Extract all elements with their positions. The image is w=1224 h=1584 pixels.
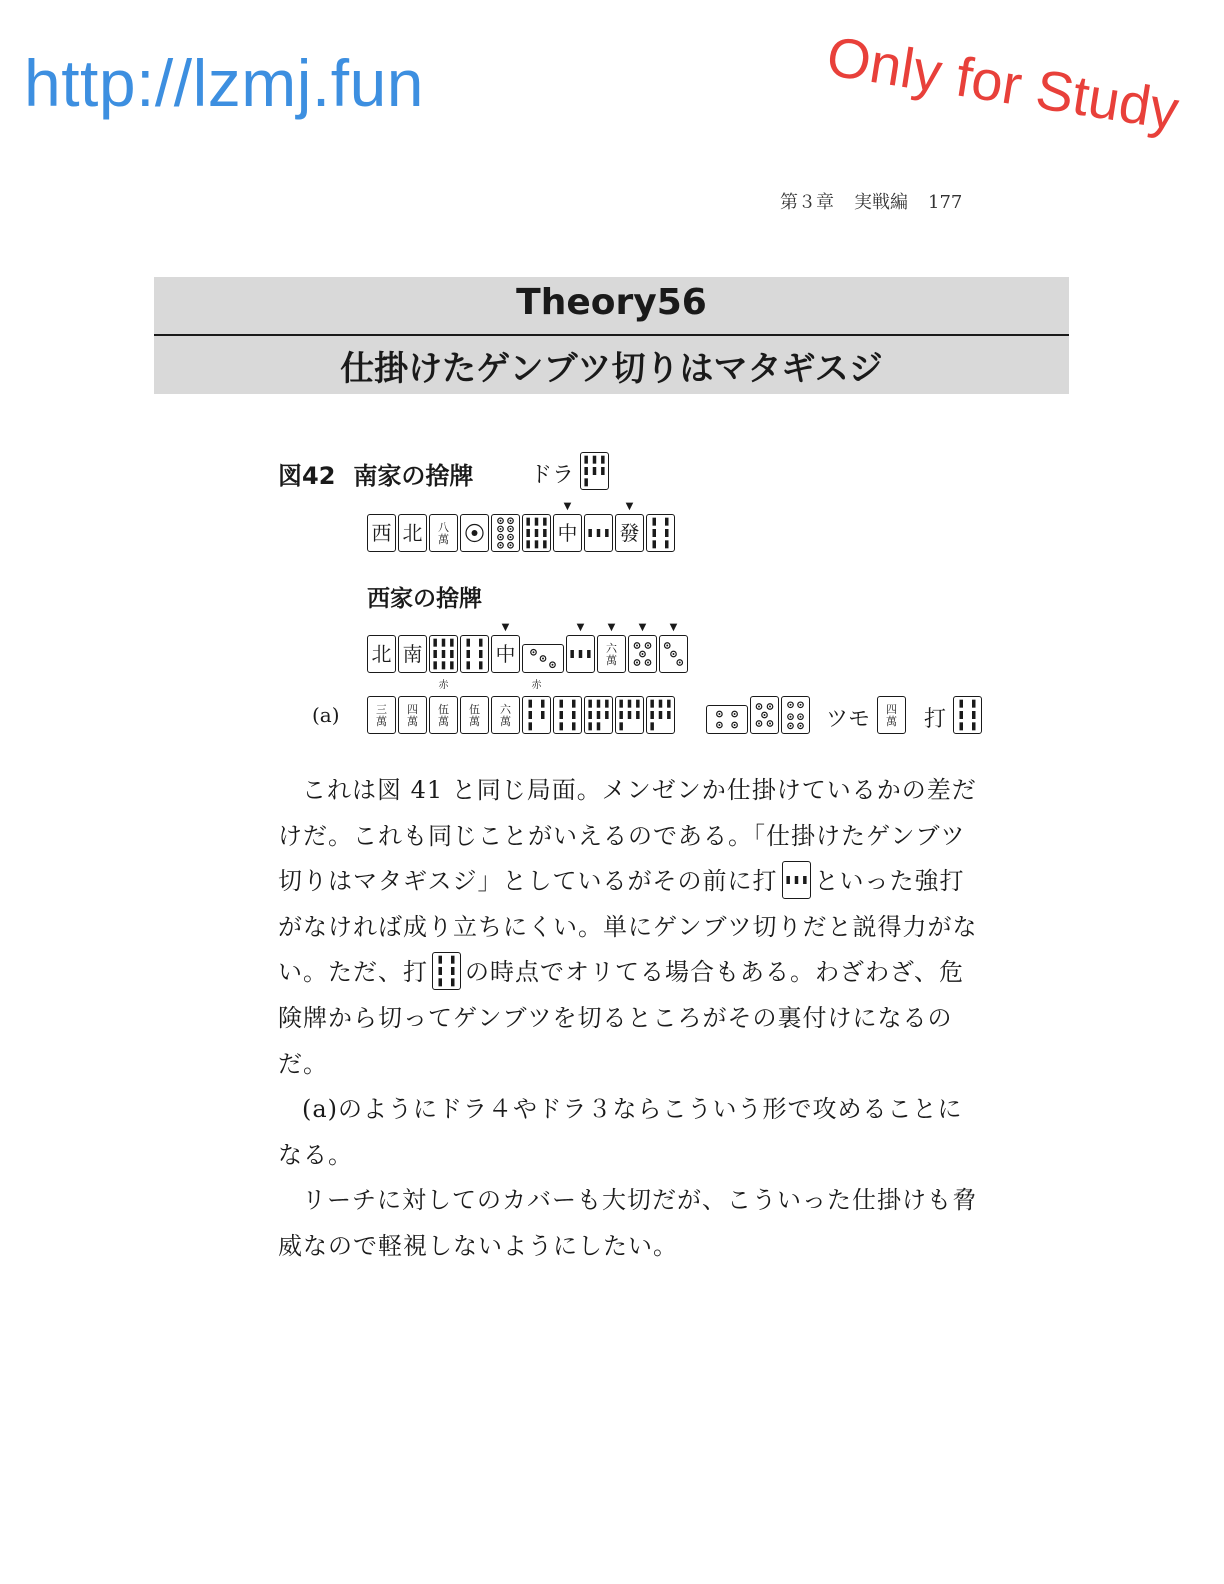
inline-sou3-tile [782, 861, 811, 899]
pin-tile [706, 705, 748, 734]
tile-number: 六 [606, 642, 617, 655]
sou-7-icon [648, 698, 673, 732]
pin-5-icon [630, 637, 655, 671]
called-marker-icon: ▼ [563, 501, 572, 512]
tile-number: 三 [376, 703, 387, 716]
dora-indicator [580, 452, 609, 490]
tile-number: 四 [886, 703, 897, 716]
tile-face: 西 [371, 521, 392, 545]
watermark-url: http://lzmj.fun [24, 46, 424, 120]
pin-tile [628, 622, 657, 673]
sou-7-icon [582, 454, 607, 488]
pin-3-icon [661, 637, 686, 671]
sou-9-icon [431, 637, 456, 671]
tile-suit: 萬 [606, 654, 617, 667]
west-discards [367, 622, 688, 673]
sou-5-icon [524, 698, 549, 732]
sou-tile [646, 696, 675, 734]
body-text [278, 768, 983, 1270]
south-discards [367, 501, 675, 552]
tile-number: 八 [438, 521, 449, 534]
man-tile [367, 696, 396, 734]
sou-7-icon [617, 698, 642, 732]
tile-number: 六 [500, 703, 511, 716]
pin-tile [659, 622, 688, 673]
red-five-mark: 赤 [531, 680, 542, 691]
called-marker-icon: ▼ [501, 622, 510, 633]
called-marker-icon: ▼ [669, 622, 678, 633]
sou-tile [460, 635, 489, 673]
sou-3-icon [784, 863, 809, 897]
sou-tile [429, 635, 458, 673]
paragraph-1-part-b: といった強打がなければ成り立ちにくい。単にゲンブツ切りだと説得力がない。ただ、打 [278, 867, 978, 987]
pin-3-icon [524, 646, 562, 671]
man-tile [491, 696, 520, 734]
honor-tile [367, 635, 396, 673]
tile-face: 中 [557, 521, 578, 545]
honor-tile [553, 501, 582, 552]
sou-tile [615, 696, 644, 734]
paragraph-1-part-a: これは図 41 と同じ局面。メンゼンか仕掛けているかの差だけだ。これも同じことがいえるのである。「仕掛けたゲンブツ切りはマタギスジ」としているがその前に打 [278, 776, 977, 896]
theory-title: 仕掛けたゲンブツ切りはマタギスジ [340, 349, 883, 389]
honor-tile [398, 514, 427, 552]
honor-tile [367, 514, 396, 552]
sou-6-icon [462, 637, 487, 671]
pin-8-icon [493, 516, 518, 550]
sou-6-icon [955, 698, 980, 732]
honor-tile [491, 622, 520, 673]
pin-tile [750, 696, 779, 734]
sou-8-icon [586, 698, 611, 732]
sou-6-icon [555, 698, 580, 732]
tile-number: 伍 [469, 703, 480, 716]
sou-tile [953, 696, 982, 734]
tile-suit: 萬 [500, 715, 511, 728]
sou-tile [553, 696, 582, 734]
discard-tile [953, 696, 982, 734]
sou-tile [522, 680, 551, 734]
pin-4-icon [708, 707, 746, 732]
paragraph-1 [278, 768, 983, 1087]
honor-tile [615, 501, 644, 552]
sou-tile [584, 514, 613, 552]
pin-tile [491, 514, 520, 552]
tile-suit: 萬 [376, 715, 387, 728]
pin-1-icon [462, 516, 487, 550]
pin-tile [781, 696, 810, 734]
man-tile [429, 680, 458, 734]
chapter-label: 第３章 [780, 192, 834, 213]
tile-face: 南 [402, 642, 423, 666]
tile-suit: 萬 [469, 715, 480, 728]
man-tile [460, 696, 489, 734]
tile-suit: 萬 [438, 715, 449, 728]
paragraph-1-part-c: の時点でオリてる場合もある。わざわざ、危険牌から切ってゲンブツを切るところがその裏付けになるのだ。 [278, 958, 965, 1078]
called-marker-icon: ▼ [607, 622, 616, 633]
figure-number: 図42 [278, 462, 336, 490]
man-tile [877, 696, 906, 734]
tile-face: 北 [402, 521, 423, 545]
hand-a-tiles-2 [706, 696, 810, 734]
sou-9-icon [524, 516, 549, 550]
called-marker-icon: ▼ [576, 622, 585, 633]
section-label: 実戦編 [854, 192, 908, 213]
figure-label [278, 456, 473, 491]
honor-tile [398, 635, 427, 673]
red-five-mark: 赤 [438, 680, 449, 691]
dora-label: ドラ [530, 463, 575, 488]
man-tile [429, 514, 458, 552]
hand-a-label: (a) [312, 703, 340, 727]
called-marker-icon: ▼ [638, 622, 647, 633]
man-tile [398, 696, 427, 734]
theory-number: Theory56 [516, 282, 707, 323]
running-head [780, 188, 962, 214]
sou-tile [646, 514, 675, 552]
sou-tile [522, 514, 551, 552]
west-discards-label: 西家の捨牌 [367, 586, 482, 612]
sou-3-icon [586, 516, 611, 550]
tile-face: 中 [495, 642, 516, 666]
pin-tile [460, 514, 489, 552]
pin-6-icon [783, 698, 808, 732]
called-marker-icon: ▼ [625, 501, 634, 512]
man-tile [597, 622, 626, 673]
tile-suit: 萬 [407, 715, 418, 728]
sou-tile [580, 452, 609, 490]
paragraph-3: リーチに対してのカバーも大切だが、こういった仕掛けも脅威なので軽視しないようにしたい。 [278, 1186, 977, 1260]
sou-tile [566, 622, 595, 673]
pin-tile [522, 644, 564, 673]
tile-suit: 萬 [886, 715, 897, 728]
sou-6-icon [434, 954, 459, 988]
tsumo-label: ツモ [826, 707, 871, 732]
tile-face: 北 [371, 642, 392, 666]
paragraph-2: (a)のようにドラ４やドラ３ならこういう形で攻めることになる。 [278, 1095, 963, 1169]
tile-suit: 萬 [438, 533, 449, 546]
tile-face: 發 [619, 521, 640, 545]
south-discards-label: 南家の捨牌 [353, 462, 474, 490]
title-divider [154, 334, 1069, 336]
theory-title-box [154, 277, 1069, 394]
tile-number: 四 [407, 703, 418, 716]
discard-label: 打 [924, 707, 947, 732]
tsumo-tile [877, 696, 906, 734]
inline-sou6-tile [432, 952, 461, 990]
sou-6-icon [648, 516, 673, 550]
hand-a-tiles [367, 680, 675, 734]
sou-3-icon [568, 637, 593, 671]
pin-5-icon [752, 698, 777, 732]
tile-number: 伍 [438, 703, 449, 716]
sou-tile [584, 696, 613, 734]
watermark-study: Only for Study [822, 24, 1184, 142]
page-number: 177 [928, 192, 963, 213]
